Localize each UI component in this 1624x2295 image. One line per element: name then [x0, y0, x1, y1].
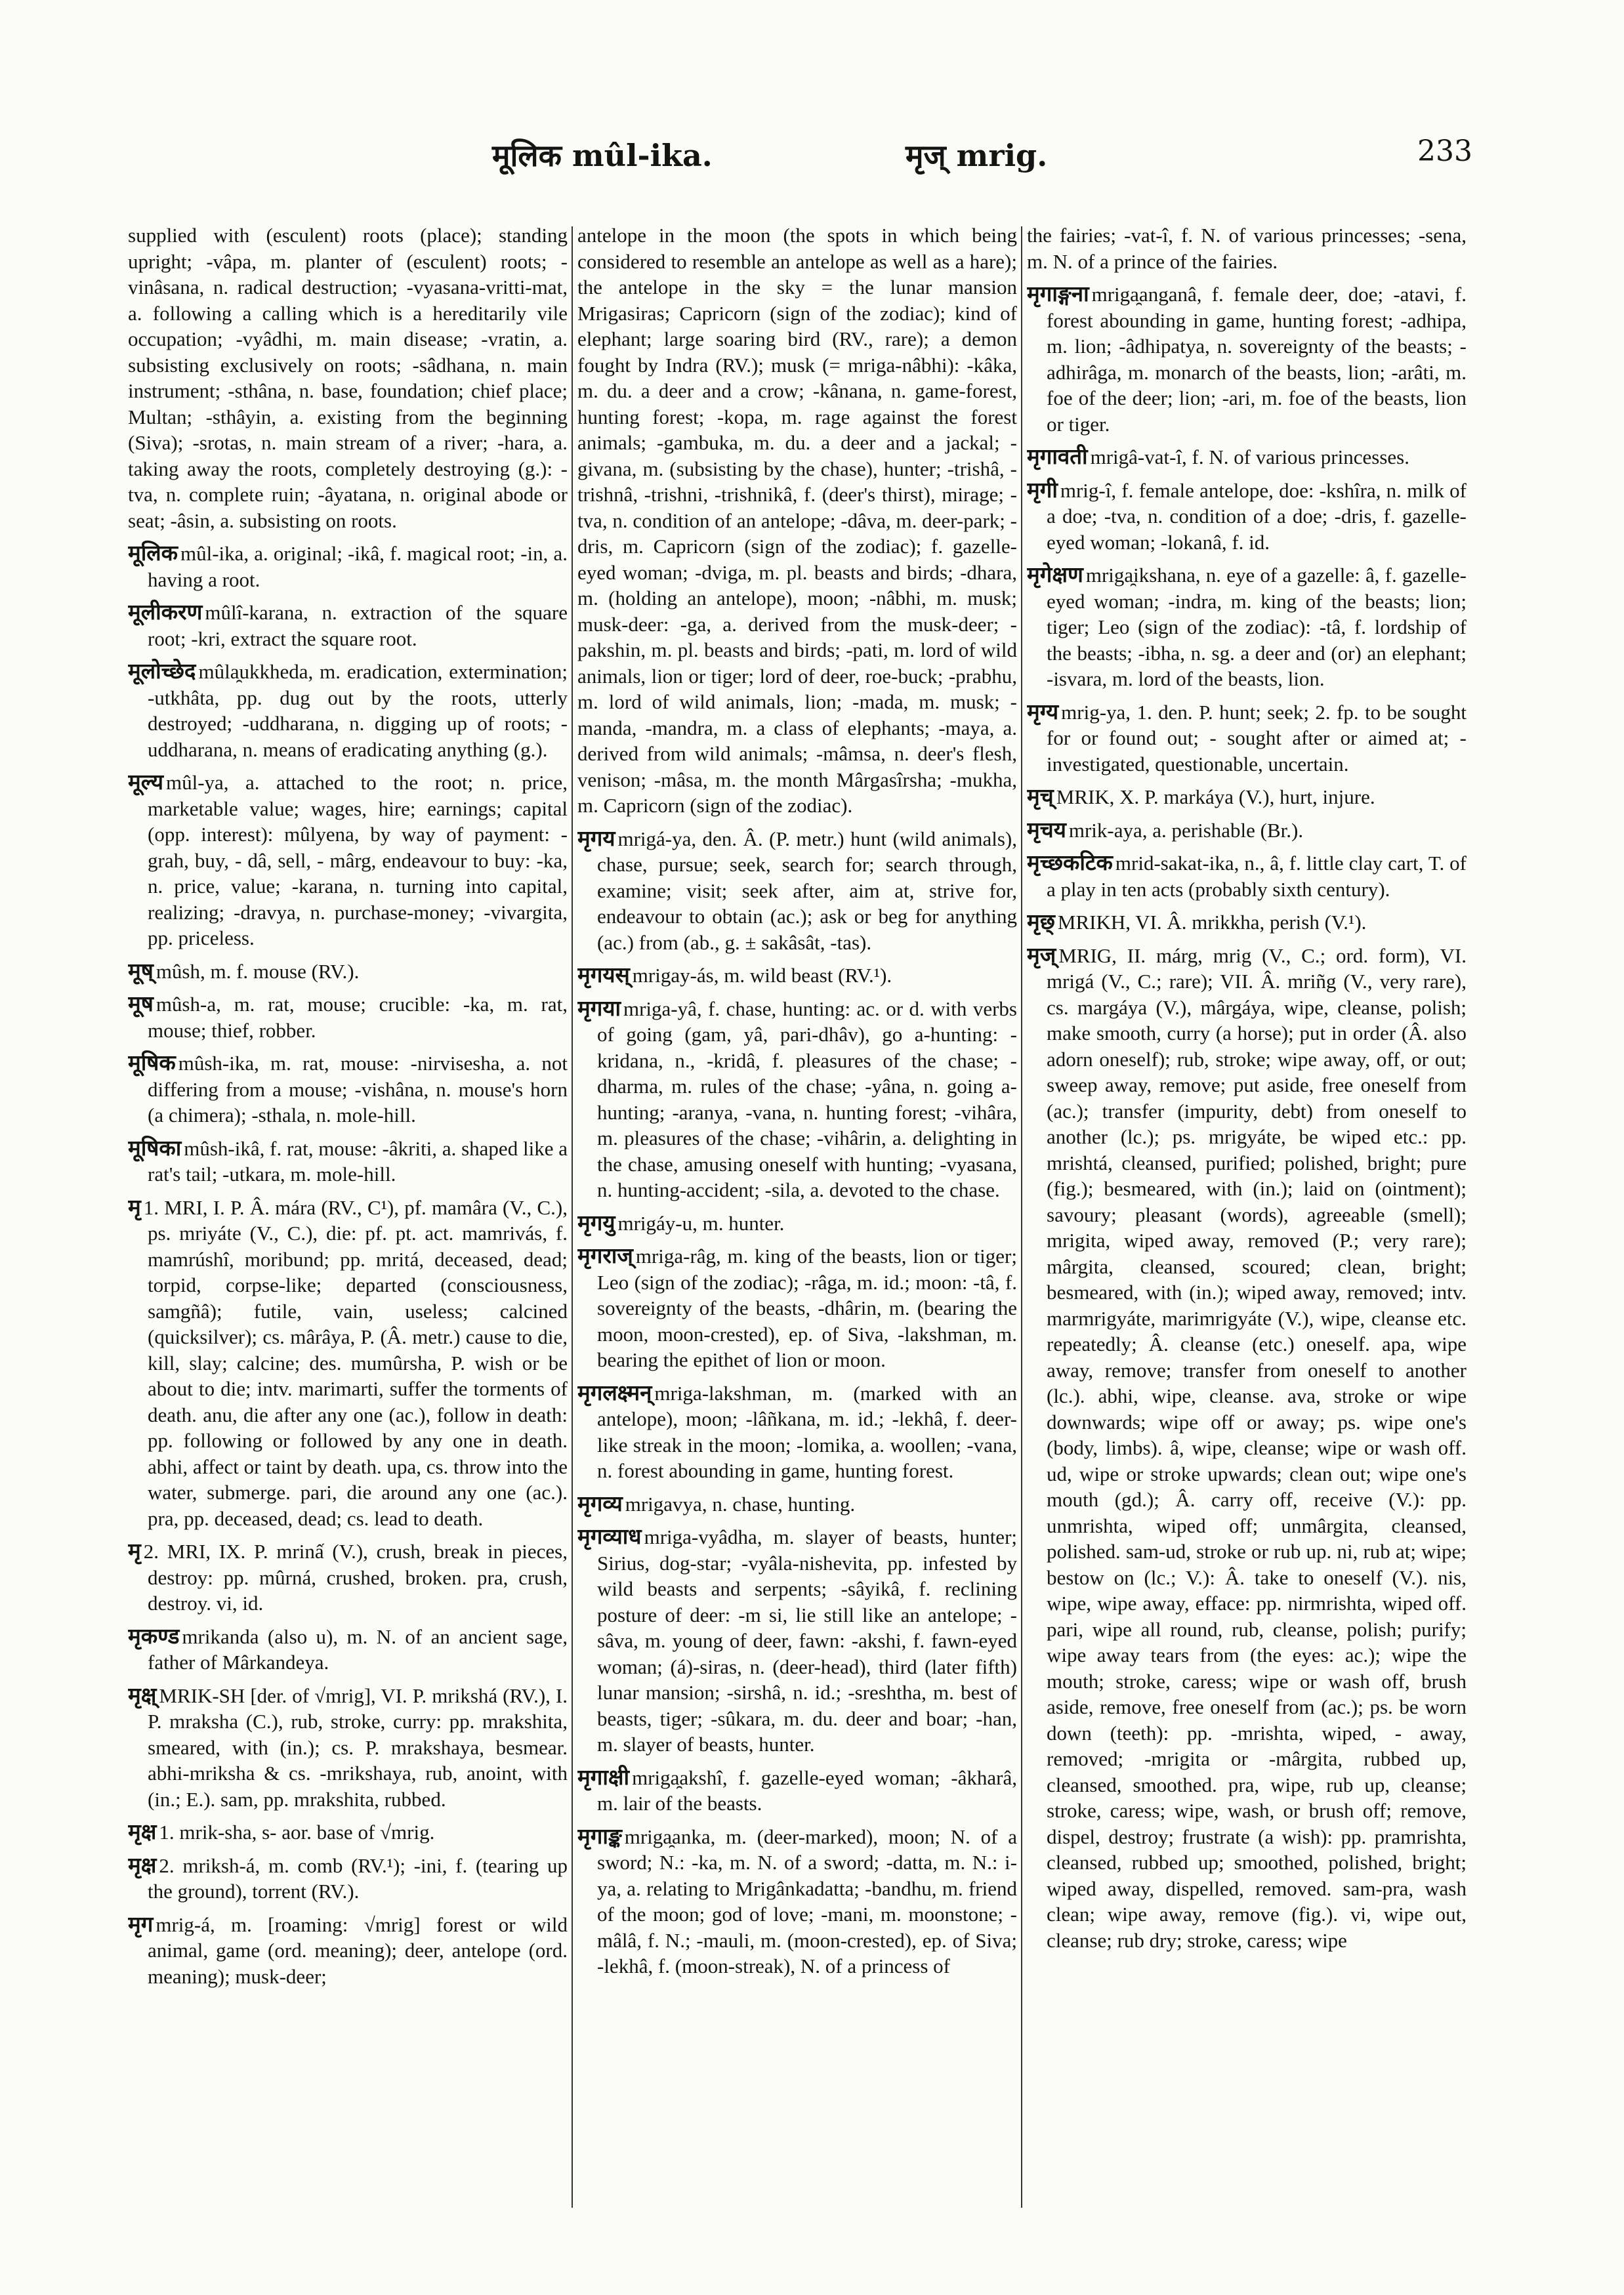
dictionary-entry [1027, 478, 1467, 556]
entry-text: supplied with (esculent) roots (place); standing upright; -vâpa, m. planter of (esculent) roots; -vinâsana, n. radical destruction; -vyasana-vritti-mat, a. following a calling which is a hereditarily vile occupation; -vyâdhi, m. main disease; -vratin, a. subsisting exclusively on roots; -sâdhana, n. main instrument; -sthâna, n. base, foundation; chief place; Multan; -sthâyin, a. existing from the beginning (Siva); -srotas, n. main stream of a river; -hara, a. taking away the roots, completely destroying (g.): -tva, n. complete ruin; -âyatana, n. original abode or seat; -âsin, a. subsisting on roots. [128, 224, 568, 532]
dictionary-entry [128, 770, 568, 952]
entry-text: mriga̯akshî, f. gazelle-eyed woman; -âkharâ, m. lair of the beasts. [597, 1766, 1017, 1815]
entry-headword: मृग्य [1027, 698, 1059, 724]
entry-headword: मूल्य [128, 769, 163, 795]
entry-headword: मृगव्याध [577, 1523, 642, 1549]
entry-text: mûsh-a, m. rat, mouse; crucible: -ka, m. rat, mouse; thief, robber. [148, 993, 568, 1042]
dictionary-entry [128, 959, 568, 985]
entry-headword: मृग [128, 1911, 154, 1937]
entry-headword: मृगेक्षण [1027, 562, 1083, 587]
entry-text: mrid-sakat-ika, n., â, f. little clay cart, T. of a play in ten acts (probably sixth century). [1047, 852, 1467, 901]
entry-text: MRIKH, VI. Â. mrikkha, perish (V.¹). [1057, 911, 1367, 934]
page-number: 233 [1417, 134, 1472, 168]
entry-text: MRIG, II. márg, mrig (V., C.; ord. form), VI. mrigá (V., C.; rare); VII. Â. mriñg (V., very rare), cs. margáya (V.), mârgáya, wipe, cleanse, polish; make smooth, curry (a horse); put in order (Â. also adorn oneself); rub, stroke; wipe away, off, or out; sweep away, remove; put aside, free oneself from (ac.); transfer (impurity, debt) from oneself to another (lc.); ps. mrigyáte, be wiped etc.: pp. mrishtá, cleansed, purified; polished, bright; pure (fig.); besmeared, with (in.); laid on (ointment); savoury; pleasant (words), agreeable (smell); mrigita, wiped away, removed (P.; very rare); mârgita, cleansed, scoured; clean, bright; besmeared, with (in.); wiped away, removed; intv. marmrigyáte, marimrigyáte (V.), wipe, cleanse etc. repeatedly; Â. cleanse (etc.) oneself. apa, wipe away, remove; transfer from oneself to another (lc.). abhi, wipe, cleanse. ava, stroke or wipe downwards; wipe off or away; ps. wipe one's (body, limbs). â, wipe, cleanse; wipe or wash off. ud, wipe or stroke upwards; clean out; wipe one's mouth (gd.); Â. carry off, receive (V.): pp. unmrishta, wiped off; unmârgita, cleansed, polished. sam-ud, stroke or rub up. ni, rub at; wipe; bestow on (lc.; V.): Â. take to oneself (V.). nis, wipe, wipe away, efface: pp. nirmrishta, wiped off. pari, wipe all round, rub, cleanse, polish; purify; wipe away tears from (the eyes: ac.); wipe the mouth; stroke, caress; wipe or wash off, brush aside, remove, free oneself from (ac.); ps. be worn down (teeth): pp. -mrishta, wiped, - away, removed; -mrigita or -mârgita, rubbed up, cleansed, smoothed. pra, wipe, rub up, cleanse; stroke, caress; wipe, wash, or brush off; remove, dispel, destroy; frustrate (a wish): pp. pramrishta, cleansed, rubbed up; smoothed, polished, bright; wiped away, dispelled, removed. sam-pra, wash clean; wipe away, remove (fig.). vi, wipe out, cleanse; rub dry; stroke, caress; wipe [1047, 943, 1467, 1952]
entry-headword: मूलीकरण [128, 599, 203, 625]
dictionary-entry [128, 1912, 568, 1991]
entry-headword: मृच्छकटिक [1027, 850, 1113, 875]
entry-headword: मृगयु [577, 1209, 615, 1235]
dictionary-entry [128, 1195, 568, 1533]
entry-headword: मूष् [128, 957, 154, 983]
dictionary-entry [128, 1683, 568, 1813]
dictionary-entry [1027, 850, 1467, 903]
entry-headword: मृज् [1027, 941, 1056, 968]
dictionary-entry [1027, 699, 1467, 778]
dictionary-entry [1027, 943, 1467, 1954]
column-1 [128, 223, 568, 2211]
column-divider [572, 226, 573, 2208]
dictionary-entry [128, 1136, 568, 1188]
entry-text: 2. mriksh-á, m. comb (RV.¹); -ini, f. (tearing up the ground), torrent (RV.). [148, 1853, 568, 1903]
entry-text: mriga-vyâdha, m. slayer of beasts, hunter; Sirius, dog-star; -vyâla-nishevita, pp. infested by wild beasts and serpents; -sâyikâ, f. reclining posture of deer: -m si, lie still like an antelope; -sâva, m. young of deer, fawn: -akshi, f. fawn-eyed woman; (á)-siras, n. (deer-head), third (later fifth) lunar mansion; -sirshâ, n. id.; -sreshtha, m. best of beasts, tiger; -sûkara, m. du. deer and boar; -han, m. slayer of beasts, hunter. [597, 1525, 1017, 1756]
entry-headword: मृछ् [1027, 909, 1055, 934]
entry-headword: मूषिका [128, 1134, 182, 1161]
entry-text: mrigâ-vat-î, f. N. of various princesses. [1090, 445, 1409, 468]
dictionary-entry [577, 1210, 1017, 1237]
entry-headword: मृच् [1027, 783, 1054, 809]
entry-headword: मूलोच्छेद [128, 658, 196, 684]
dictionary-entry [1027, 784, 1467, 811]
entry-text: MRIK-SH [der. of √mrig], VI. P. mrikshá (RV.), I. P. mraksha (C.), rub, stroke, curry: pp. mrakshita, smeared, with (in.); cs. P. mrakshaya, besmear. abhi-mriksha & cs. -mrikshaya, rub, anoint, with (in.; E.). sam, pp. mrakshita, rubbed. [148, 1684, 568, 1811]
entry-text: 1. MRI, I. P. Â. mára (RV., C¹), pf. mamâra (V., C.), ps. mriyáte (V., C.), die: pf. pt. act. mamrivás, f. mamrúshî, moribund; pp. mritá, deceased, dead; torpid, corpse-like; departed (consciousness, samgñâ); futile, vain, useless; calcined (quicksilver); cs. mârâya, P. (Â. metr.) cause to die, kill, slay; calcine; des. mumûrsha, P. wish or be about to die; intv. marimarti, suffer the torments of death. anu, die after any one (ac.), follow in death: pp. following or followed by any one in death. abhi, affect or taint by death. upa, cs. throw into the water, submerge. pari, die around any one (ac.). pra, pp. deceased, dead; cs. lead to death. [143, 1195, 568, 1530]
entry-headword: मृगलक्ष्मन् [577, 1379, 652, 1405]
page-header [0, 0, 1624, 197]
entry-headword: मृक्ष [128, 1819, 157, 1844]
entry-headword: मृक्ष [128, 1851, 157, 1878]
entry-text: mûsh, m. f. mouse (RV.). [156, 959, 360, 983]
entry-headword: मूष [128, 991, 154, 1016]
entry-text: mrig-á, m. [roaming: √mrig] forest or wild animal, game (ord. meaning); deer, antelope (ord. meaning); musk-deer; [148, 1912, 568, 1988]
entry-headword: मृगाङ्क [577, 1823, 622, 1849]
dictionary-entry [1027, 444, 1467, 471]
entry-text: mrikanda (also u), m. N. of an ancient sage, father of Mârkandeya. [148, 1624, 568, 1674]
dictionary-entry [1027, 909, 1467, 936]
dictionary-entry [577, 1765, 1017, 1817]
entry-text: mriga̯ikshana, n. eye of a gazelle: â, f. gazelle-eyed woman; -indra, m. king of the beasts; lion; tiger; Leo (sign of the zodiac): -tâ, f. lordship of the beasts; -ibha, n. sg. a deer and (or) an elephant; -isvara, m. lord of the beasts, lion. [1047, 564, 1467, 690]
entry-headword: मृकण्ड [128, 1623, 180, 1649]
entry-text: mrig-ya, 1. den. P. hunt; seek; 2. fp. to be sought for or found out; - sought after or aimed at; - investigated, questionable, uncertain. [1047, 700, 1467, 775]
entry-headword: मृगय [577, 825, 615, 851]
dictionary-entry [577, 962, 1017, 989]
entry-text: mrig-î, f. female antelope, doe: -kshîra, n. milk of a doe; -tva, n. condition of a doe; -dris, f. gazelle-eyed woman; -lokanâ, f. id. [1047, 478, 1467, 554]
dictionary-entry [128, 991, 568, 1044]
dictionary-entry [577, 1824, 1017, 1980]
dictionary-entry [128, 1539, 568, 1617]
entry-text: MRIK, X. P. markáya (V.), hurt, injure. [1056, 785, 1375, 808]
column-3 [1027, 223, 1467, 2211]
entry-headword: मृगव्य [577, 1490, 623, 1516]
dictionary-entry [128, 1853, 568, 1905]
entry-headword: मृगयस् [577, 962, 630, 987]
entry-text: mriga-yâ, f. chase, hunting: ac. or d. with verbs of going (gam, yâ, pari-dhâv), go a-hunting: -kridana, n., -kridâ, f. pleasures of the chase; -dharma, m. rules of the chase; -yâna, n. going a-hunting; -aranya, -vana, n. hunting forest; -vihâra, m. pleasures of the chase; -vihârin, a. delighting in the chase, amusing oneself with hunting; -vyasana, n. hunting-accident; -sila, a. devoted to the chase. [597, 997, 1017, 1201]
dictionary-entry [1027, 562, 1467, 693]
dictionary-entry [128, 223, 568, 534]
entry-headword: मृगाक्षी [577, 1764, 630, 1790]
entry-text: mriga̯anganâ, f. female deer, doe; -atavi, f. forest abounding in game, hunting forest; -adhipa, m. lion; -âdhipatya, n. sovereignty of the beasts; -adhirâga, m. monarch of the beasts, lion; -arâti, m. foe of the deer; lion; -ari, m. foe of the beasts, lion or tiger. [1047, 283, 1467, 436]
entry-headword: मूलिक [128, 540, 178, 566]
entry-text: 1. mrik-sha, s- aor. base of √mrig. [159, 1821, 435, 1844]
dictionary-entry [577, 1491, 1017, 1518]
entry-headword: मृ [128, 1193, 141, 1220]
dictionary-entry [577, 1380, 1017, 1485]
entry-text: mûl-ya, a. attached to the root; n. price, marketable value; wages, hire; earnings; capital (opp. interest): mûlyena, by way of payment: - grah, buy, - dâ, sell, - mârg, endeavour to buy: -ka, n. price, value; -karana, n. turning into capital, realizing; -dravya, n. purchase-money; -vivargita, pp. priceless. [148, 771, 568, 949]
entry-text: mûlî-karana, n. extraction of the square root; -kri, extract the square root. [148, 601, 568, 650]
dictionary-entry [1027, 281, 1467, 438]
dictionary-entry [577, 996, 1017, 1204]
entry-text: mriga-râg, m. king of the beasts, lion or tiger; Leo (sign of the zodiac); -râga, m. id.; moon: -tâ, f. sovereignty of the beasts, -dhârin, m. (bearing the moon, moon-crested), ep. of Siva, -lakshman, m. bearing the epithet of lion or moon. [597, 1245, 1017, 1371]
entry-headword: मृ [128, 1538, 141, 1563]
dictionary-entry [128, 1819, 568, 1846]
column-2 [577, 223, 1017, 2211]
dictionary-entry [128, 541, 568, 593]
entry-headword: मृचय [1027, 816, 1066, 842]
dictionary-entry [577, 1524, 1017, 1758]
entry-headword: मृगी [1027, 476, 1058, 503]
dictionary-entry [1027, 817, 1467, 844]
entry-headword: मृगराज् [577, 1243, 633, 1268]
entry-text: mrigá-ya, den. Â. (P. metr.) hunt (wild animals), chase, pursue; seek, search for; search through, examine; visit; seek after, aim at, strive for, endeavour to obtain (ac.); ask or beg for anything (ac.) from (ab., g. ± sakâsât, -tas). [597, 827, 1017, 954]
entry-text: mûla̯ukkheda, m. eradication, extermination; -utkhâta, pp. dug out by the roots, utterly destroyed; -uddharana, n. digging up of roots; -uddharana, n. means of eradicating anything (g.). [148, 660, 568, 761]
entry-text: antelope in the moon (the spots in which being considered to resemble an antelope as well as a hare); the antelope in the sky = the lunar mansion Mrigasiras; Capricorn (sign of the zodiac); kind of elephant; large soaring bird (RV., rare); a demon fought by Indra (RV.); musk (= mriga-nâbhi): -kâka, m. du. a deer and a crow; -kânana, n. game-forest, hunting forest; -kopa, m. rage against the forest animals; -gambuka, m. du. a deer and a jackal; -givana, m. (subsisting by the chase), hunter; -trishâ, -trishnâ, -trishni, -trishnikâ, f. (deer's thirst), mirage; -tva, n. condition of an antelope; -dâva, m. deer-park; -dris, m. Capricorn (sign of the zodiac); f. gazelle-eyed woman; -dviga, m. pl. beasts and birds; -dhara, m. (holding an antelope), moon; -nâbhi, m. musk; musk-deer: -ga, a. derived from the musk-deer; -pakshin, m. pl. beasts and birds; -pati, m. lord of wild animals, lion or tiger; lord of deer, roe-buck; -prabhu, m. lord of wild animals, lion; -mada, m. musk; -manda, -mandra, m. a class of elephants; -maya, a. derived from wild animals; -mâmsa, n. deer's flesh, venison; -mâsa, m. the month Mârgasîrsha; -mukha, m. Capricorn (sign of the zodiac). [577, 224, 1017, 817]
dictionary-entry [577, 826, 1017, 957]
entry-text: mûl-ika, a. original; -ikâ, f. magical root; -in, a. having a root. [148, 542, 568, 591]
entry-text: mrik-aya, a. perishable (Br.). [1068, 818, 1304, 842]
dictionary-entry [128, 600, 568, 652]
dictionary-entry [577, 1243, 1017, 1374]
entry-text: mrigay-ás, m. wild beast (RV.¹). [632, 964, 892, 987]
entry-headword: मूषिक [128, 1050, 176, 1075]
running-head-middle: मृज् mrig. [906, 138, 1048, 173]
entry-text: mrigáy-u, m. hunter. [617, 1211, 785, 1235]
entry-text: 2. MRI, IX. P. mrinấ (V.), crush, break in pieces, destroy: pp. mûrná, crushed, broken. pra, crush, destroy. vi, id. [143, 1540, 568, 1615]
column-divider [1021, 226, 1022, 2208]
dictionary-entry [1027, 223, 1467, 275]
dictionary-entry [577, 223, 1017, 819]
entry-headword: मृगाङ्गना [1027, 281, 1089, 306]
entry-headword: मृगावती [1027, 444, 1088, 469]
dictionary-entry [128, 1050, 568, 1129]
running-head-left: मूलिक mûl-ika. [492, 138, 713, 173]
entry-text: mûsh-ika, m. rat, mouse: -nirvisesha, a. not differing from a mouse; -vishâna, n. mouse's horn (a chimera); -sthala, n. mole-hill. [148, 1052, 568, 1127]
entry-text: the fairies; -vat-î, f. N. of various princesses; -sena, m. N. of a prince of the fairies. [1027, 224, 1467, 273]
entry-headword: मृगया [577, 995, 621, 1021]
dictionary-entry [128, 1624, 568, 1676]
entry-headword: मृक्ष् [128, 1682, 157, 1708]
entry-text: mriga-lakshman, m. (marked with an antelope), moon; -lâñkana, m. id.; -lekhâ, f. deer-like streak in the moon; -lomika, a. woollen; -vana, n. forest abounding in game, hunting forest. [597, 1381, 1017, 1482]
dictionary-entry [128, 659, 568, 763]
entry-text: mrigavya, n. chase, hunting. [625, 1492, 856, 1516]
entry-text: mûsh-ikâ, f. rat, mouse: -âkriti, a. shaped like a rat's tail; -utkara, m. mole-hill. [148, 1136, 568, 1186]
entry-text: mriga̯anka, m. (deer-marked), moon; N. of a sword; N.: -ka, m. N. of a sword; -datta, m. N.: i-ya, a. relating to Mrigânkadatta; -bandhu, m. friend of the moon; god of love; -mani, m. moonstone; -mâlâ, f. N.; -mauli, m. (moon-crested), ep. of Siva; -lekhâ, f. (moon-streak), N. of a princess of [597, 1825, 1017, 1977]
